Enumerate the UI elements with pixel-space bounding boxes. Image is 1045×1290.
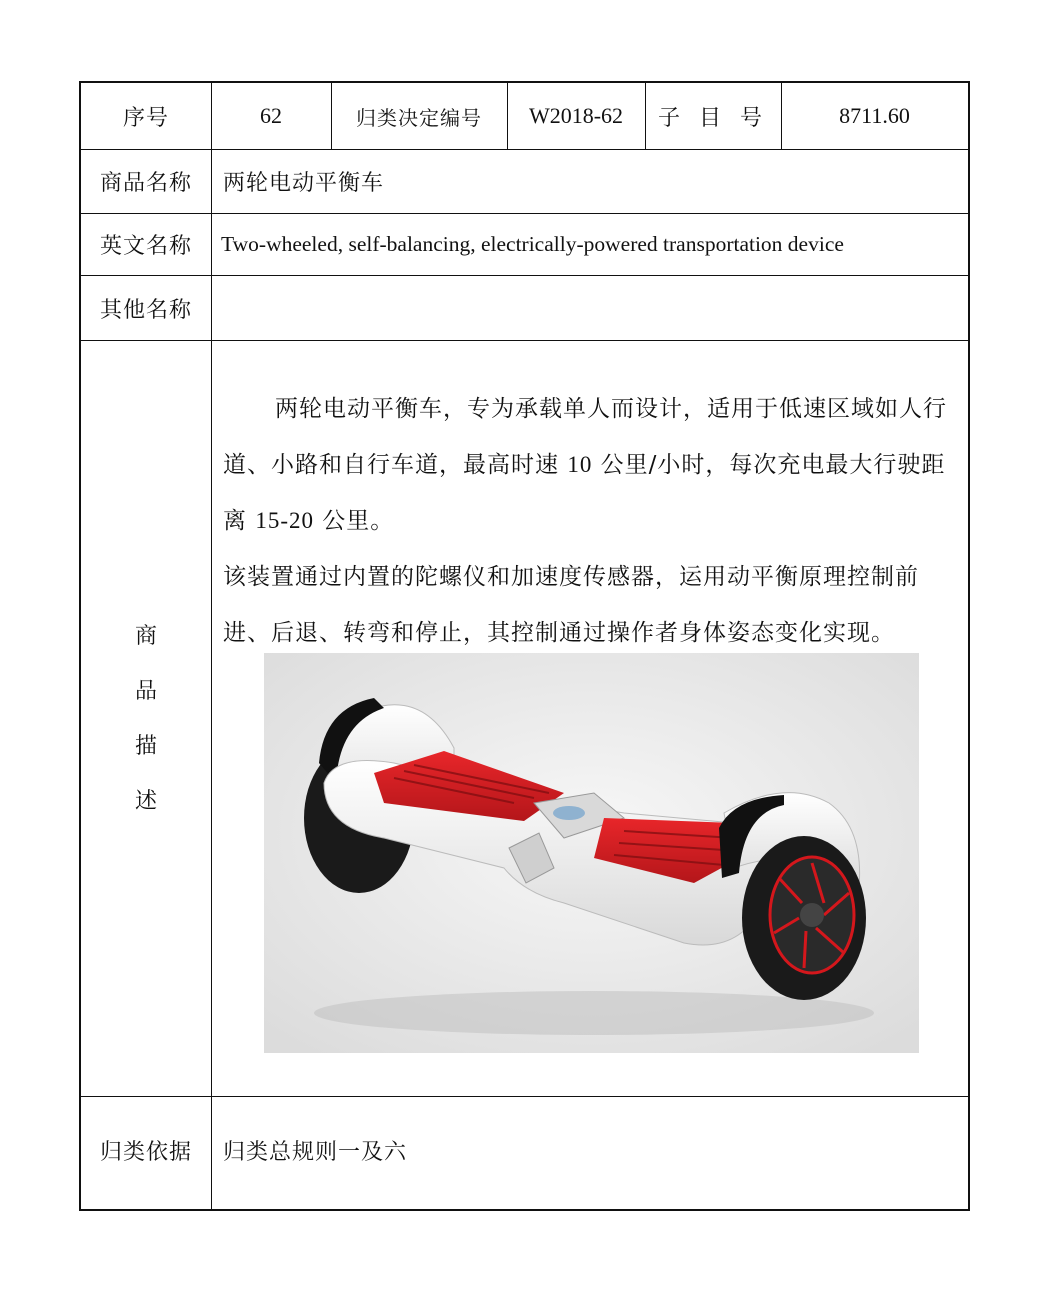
description-row	[81, 341, 968, 1097]
top-speed-value: 10	[567, 452, 593, 477]
basis-value: 归类总规则一及六	[223, 1140, 408, 1165]
range-value: 15-20	[255, 508, 314, 533]
product-name-value: 两轮电动平衡车	[223, 171, 385, 196]
english-name-row	[81, 214, 968, 276]
english-name-value: Two-wheeled, self-balancing, electrically-powered transportation device	[221, 232, 844, 256]
basis-row	[81, 1097, 968, 1211]
description-text	[223, 381, 956, 661]
decision-number-label: 归类决定编号	[356, 105, 482, 130]
subheading-label: 子 目 号	[658, 105, 768, 131]
description-label-char: 品	[134, 678, 157, 704]
basis-label: 归类依据	[99, 1140, 192, 1165]
classification-table	[79, 81, 970, 1211]
seq-label: 序号	[122, 105, 169, 131]
description-label-char: 描	[134, 733, 157, 759]
product-name-label: 商品名称	[99, 171, 192, 196]
description-text-part: 两轮电动平衡车，专为承载单人而设计，适用于低速区域如人行道、小路和自行车道，最高时速	[223, 396, 947, 478]
description-label-char: 述	[134, 788, 157, 814]
description-paragraph-2: 该装置通过内置的陀螺仪和加速度传感器，运用动平衡原理控制前进、后退、转弯和停止，其控制通过操作者身体姿态变化实现。	[223, 564, 919, 646]
description-paragraph-1	[223, 381, 956, 549]
description-label	[81, 341, 211, 1096]
hoverboard-photo	[264, 653, 919, 1053]
description-label-char: 商	[134, 623, 157, 649]
description-text-part: 公里。	[313, 508, 395, 534]
english-name-label: 英文名称	[99, 234, 192, 259]
other-name-value	[211, 276, 968, 340]
other-name-row	[81, 276, 968, 341]
description-text-part: 公里/小时，每次充电最大行驶距离	[223, 452, 946, 534]
decision-number-value: W2018-62	[528, 103, 624, 128]
product-name-row	[81, 150, 968, 214]
header-row	[81, 83, 968, 150]
other-name-label: 其他名称	[99, 297, 192, 323]
subheading-value: 8711.60	[839, 103, 910, 128]
seq-value: 62	[260, 103, 282, 128]
